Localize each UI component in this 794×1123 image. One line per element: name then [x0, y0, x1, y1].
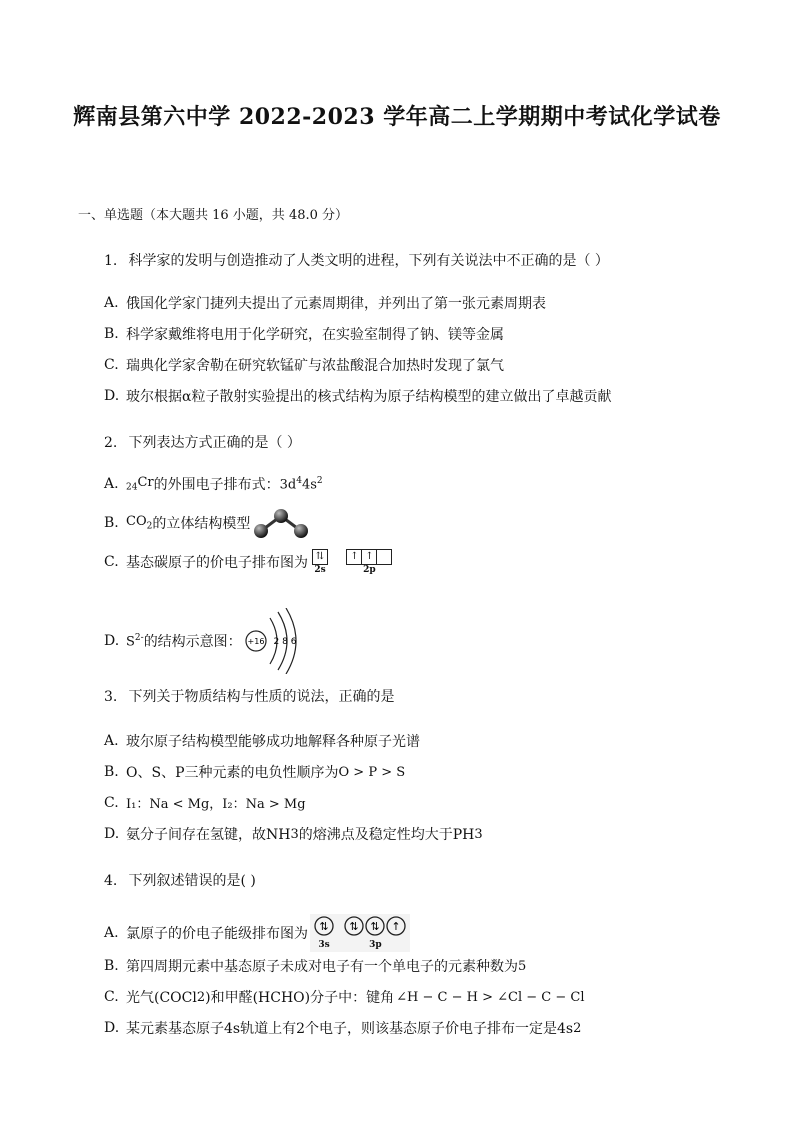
- option-label: D.: [104, 633, 120, 649]
- q4-option-a: [104, 914, 410, 952]
- option-label: B.: [104, 958, 119, 974]
- orbital-box-up-icon: ↑: [346, 549, 362, 565]
- question-number: 1.: [104, 253, 118, 269]
- option-label: C.: [104, 357, 119, 373]
- q2-option-d: [104, 608, 306, 674]
- question-1: [104, 250, 609, 270]
- svg-text:2 8 6: 2 8 6: [273, 637, 297, 647]
- q1-option-d: [104, 386, 611, 406]
- option-label: A.: [104, 295, 119, 311]
- option-text: 的外围电子排布式：: [153, 477, 280, 493]
- option-text: 俄国化学家门捷列夫提出了元素周期律，并列出了第一张元素周期表: [126, 296, 546, 312]
- question-number: 4.: [104, 873, 118, 889]
- question-2: [104, 432, 301, 452]
- svg-text:⇅: ⇅: [370, 920, 381, 933]
- orbital-label: 3s: [318, 940, 330, 950]
- option-formula: $_{24}$Cr: [126, 475, 154, 493]
- orbital-label: 2s: [314, 565, 326, 575]
- option-text: 第四周期元素中基态原子未成对电子有一个单电子的元素种数为: [126, 959, 518, 975]
- option-label: D.: [104, 388, 120, 404]
- option-math: I₁：Na < Mg，I₂：Na > Mg: [126, 797, 306, 812]
- question-stem: 科学家的发明与创造推动了人类文明的进程，下列有关说法中不正确的是（ ）: [128, 253, 609, 269]
- orbital-box-empty-icon: [377, 549, 392, 565]
- option-text: 瑞典化学家舍勒在研究软锰矿与浓盐酸混合加热时发现了氯气: [126, 358, 504, 374]
- option-text: 某元素基态原子4s轨道上有2个电子，则该基态原子价电子排布一定是4s: [126, 1021, 574, 1037]
- q3-option-d: D. 氨分子间存在氢键，故NH 3 的熔沸点及稳定性均大于PH 3: [104, 826, 483, 843]
- q1-option-b: [104, 324, 504, 344]
- option-label: B.: [104, 515, 119, 531]
- option-text: 的结构示意图：: [143, 634, 242, 650]
- option-text: 的熔沸点及稳定性均大于PH: [298, 827, 475, 843]
- page-title: 辉南县第六中学 2022-2023 学年高二上学期期中考试化学试卷: [73, 104, 721, 130]
- option-label: B.: [104, 326, 119, 342]
- question-stem: 下列表达方式正确的是（ ）: [128, 435, 301, 451]
- option-text: $CO_2$: [126, 514, 153, 532]
- q4-option-c: C. 光气(COCl 2 )和甲醛(HCHO)分子中：键角 ∠H − C − H > ∠Cl − C − Cl: [104, 989, 585, 1006]
- question-number: 2.: [104, 435, 118, 451]
- q2-option-c: [104, 549, 392, 575]
- question-stem: 下列叙述错误的是( ): [128, 873, 256, 889]
- option-math: ∠H − C − H > ∠Cl − C − Cl: [396, 989, 585, 1005]
- option-text: 氯原子的价电子能级排布图为: [126, 926, 308, 942]
- option-text: 的立体结构模型: [152, 516, 251, 532]
- option-text: )和甲醛(HCHO)分子中：键角: [205, 990, 395, 1006]
- option-label: C.: [104, 794, 119, 811]
- option-math: 5: [518, 958, 527, 974]
- ion-symbol: $S^{2-}$: [126, 632, 144, 650]
- q1-option-a: [104, 293, 546, 313]
- option-label: A.: [104, 476, 119, 492]
- option-text: O、S、P三种元素的电负性顺序为: [126, 765, 339, 781]
- svg-text:+16: +16: [247, 637, 265, 646]
- option-label: A.: [104, 733, 119, 749]
- option-text: 玻尔原子结构模型能够成功地解释各种原子光谱: [126, 734, 420, 750]
- orbital-diagram: [312, 549, 392, 575]
- option-label: B.: [104, 764, 119, 780]
- option-label: A.: [104, 925, 119, 941]
- question-4: [104, 870, 256, 890]
- orbital-box-paired-icon: ⇅: [312, 549, 328, 565]
- option-label: D.: [104, 826, 120, 842]
- option-text: 光气(COCl: [126, 990, 197, 1006]
- question-stem: 下列关于物质结构与性质的说法，正确的是: [128, 689, 395, 705]
- q3-option-c: [104, 793, 306, 812]
- q4-option-d: D. 某元素基态原子4s轨道上有2个电子，则该基态原子价电子排布一定是4s 2: [104, 1020, 582, 1037]
- option-label: C.: [104, 989, 119, 1005]
- q2-option-a: [104, 474, 323, 494]
- electron-config: $3d^44s^2$: [279, 475, 323, 493]
- orbital-circle-paired-icon: [314, 916, 334, 936]
- orbital-label: 2p: [363, 565, 376, 575]
- option-math: O > P > S: [338, 764, 406, 780]
- option-label: D.: [104, 1020, 120, 1036]
- option-text: 基态碳原子的价电子排布图为: [126, 555, 308, 571]
- molecule-model-icon: [252, 506, 312, 540]
- q1-option-c: [104, 355, 504, 375]
- svg-text:⇅: ⇅: [349, 920, 360, 933]
- orbital-diagram: [310, 914, 410, 952]
- option-text: 科学家戴维将电用于化学研究，在实验室制得了钠、镁等金属: [126, 327, 504, 343]
- atom-structure-icon: [244, 608, 306, 674]
- q3-option-b: [104, 762, 405, 782]
- svg-text:⇅: ⇅: [319, 920, 329, 933]
- orbital-circles-3p-icon: [344, 916, 406, 936]
- question-3: [104, 686, 394, 706]
- question-number: 3.: [104, 689, 118, 705]
- orbital-box-up-icon: ↑: [362, 549, 377, 565]
- orbital-label: 3p: [369, 940, 382, 950]
- q2-option-b: [104, 506, 312, 540]
- svg-text:↑: ↑: [391, 920, 402, 933]
- option-label: C.: [104, 554, 119, 570]
- option-text: 氨分子间存在氢键，故NH: [126, 827, 291, 843]
- q3-option-a: [104, 731, 420, 751]
- q4-option-b: [104, 956, 526, 976]
- option-text: 玻尔根据α粒子散射实验提出的核式结构为原子结构模型的建立做出了卓越贡献: [126, 389, 612, 405]
- section-heading: 一、单选题（本大题共 16 小题，共 48.0 分）: [78, 208, 349, 223]
